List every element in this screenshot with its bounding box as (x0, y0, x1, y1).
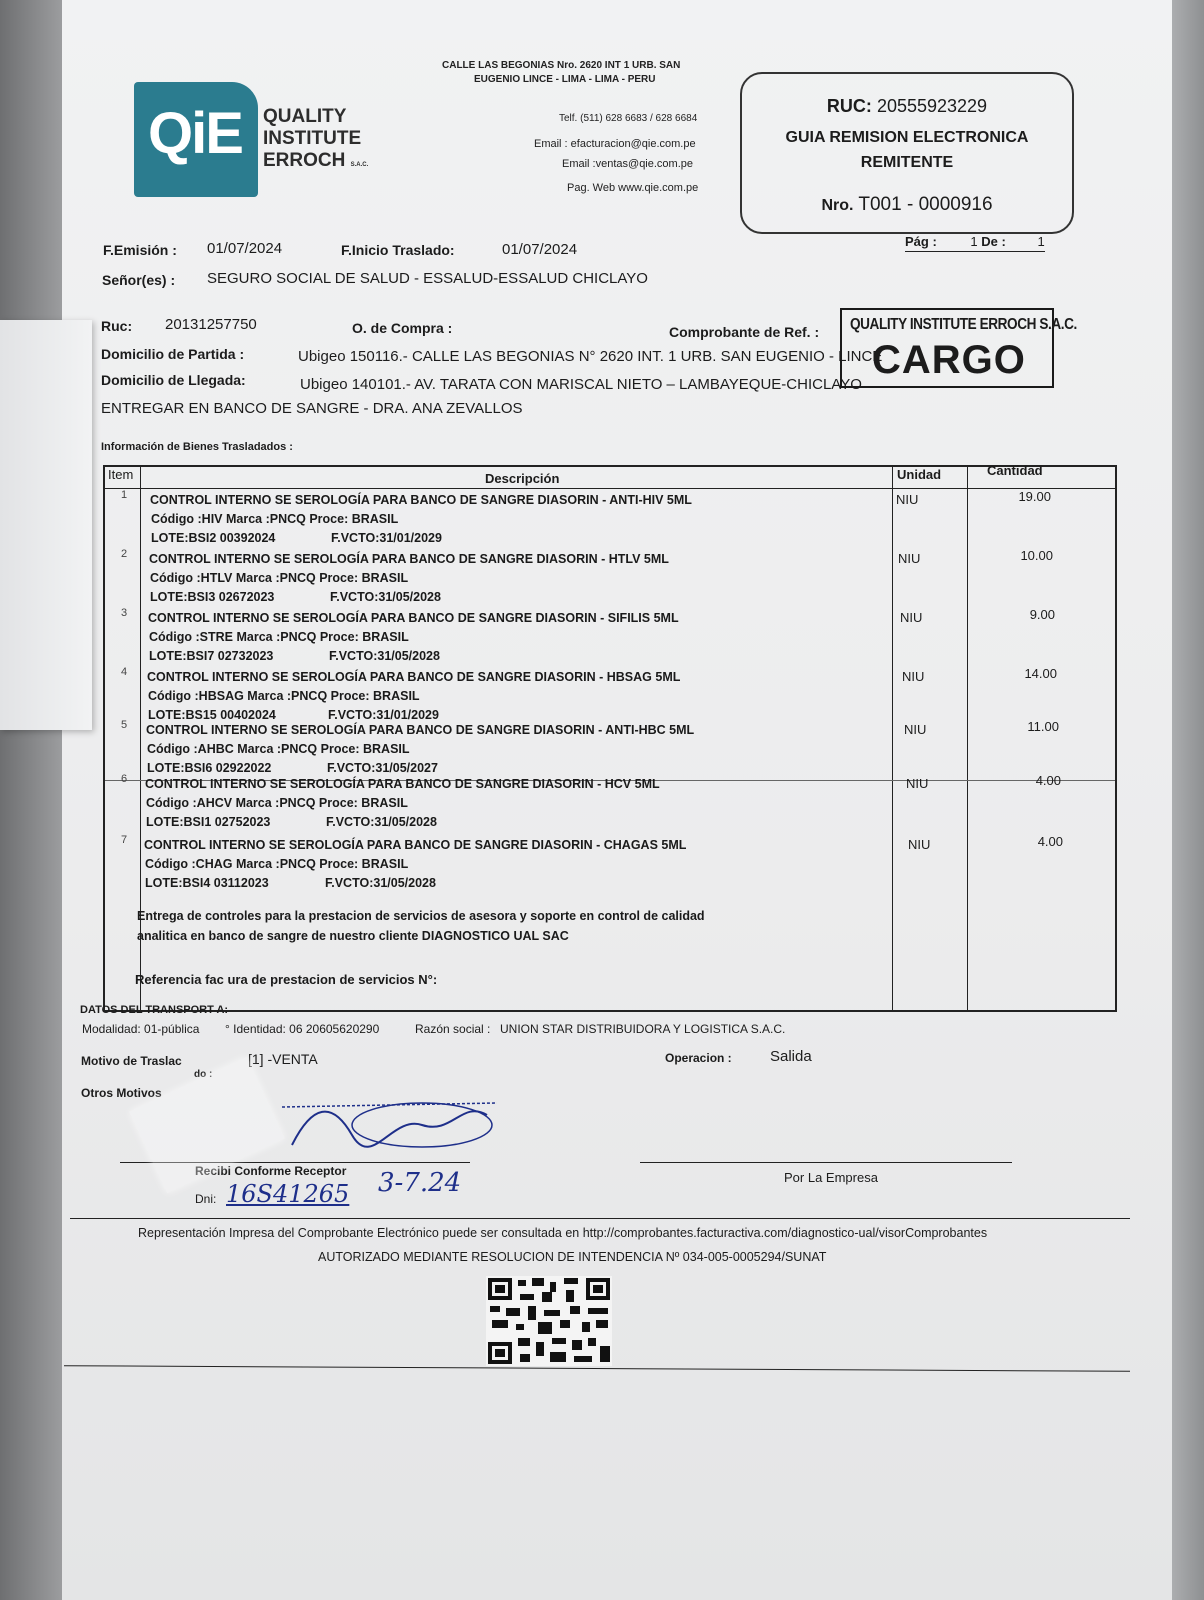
logo-suffix: S.A.C. (350, 162, 369, 168)
partida-value: Ubigeo 150116.- CALLE LAS BEGONIAS N° 2620 INT. 1 URB. SAN EUGENIO - LINCE (298, 348, 883, 365)
doc-type-line1: GUIA REMISION ELECTRONICA (785, 129, 1029, 146)
motivo-value: [1] -VENTA (248, 1051, 318, 1067)
note-line1: Entrega de controles para la prestacion de servicios de asesora y soporte en control de calidad (137, 909, 705, 923)
logo-words (263, 106, 368, 176)
emision-value: 01/07/2024 (207, 240, 283, 257)
item-vcto: F.VCTO:31/05/2027 (327, 761, 438, 775)
logo-mark: QiE (148, 101, 242, 166)
goods-table (103, 465, 1117, 1012)
item-vcto: F.VCTO:31/01/2029 (328, 708, 439, 722)
th-unidad: Unidad (897, 467, 942, 482)
page-of-label: De : (981, 234, 1006, 249)
qr-code-icon (486, 1276, 612, 1366)
item-unit: NIU (896, 492, 919, 507)
ruc-box-value: 20555923229 (876, 96, 988, 116)
page-label: Pág : (905, 234, 937, 249)
item-number: 4 (121, 666, 128, 678)
company-logo (134, 82, 258, 197)
note-line2: analitica en banco de sangre de nuestro cliente DIAGNOSTICO UAL SAC (137, 929, 569, 943)
company-email2: Email :ventas@qie.com.pe (562, 158, 694, 170)
item-description: CONTROL INTERNO SE SEROLOGÍA PARA BANCO DE SANGRE DIASORIN - HTLV 5ML (149, 552, 669, 566)
company-address-line2: EUGENIO LINCE - LIMA - LIMA - PERU (474, 74, 656, 85)
cargo-stamp (840, 308, 1077, 388)
operacion-value: Salida (770, 1048, 812, 1065)
item-unit: NIU (904, 722, 927, 737)
page-indicator (905, 234, 1045, 252)
stamp-company: QUALITY INSTITUTE ERROCH S.A.C. (850, 316, 1077, 333)
item-vcto: F.VCTO:31/05/2028 (326, 815, 437, 829)
logo-line2: INSTITUTE (263, 128, 362, 149)
item-number: 6 (121, 773, 128, 785)
item-number: 7 (121, 834, 128, 846)
th-cantidad: Cantidad (987, 463, 1043, 478)
transport-title: DATOS DEL TRANSPORT A: (80, 1004, 229, 1016)
page-total: 1 (1037, 234, 1045, 249)
item-number: 5 (121, 719, 128, 731)
item-unit: NIU (902, 669, 925, 684)
item-lote: LOTE:BSI1 02752023 (146, 815, 271, 829)
item-quantity: 19.00 (1018, 489, 1051, 504)
item-unit: NIU (900, 610, 923, 625)
item-description: CONTROL INTERNO SE SEROLOGÍA PARA BANCO DE SANGRE DIASORIN - CHAGAS 5ML (144, 838, 687, 852)
date-handwritten: 3-7.24 (378, 1168, 462, 1198)
ruc-label: Ruc: (101, 318, 133, 334)
nro-value: T001 - 0000916 (858, 194, 993, 215)
item-quantity: 9.00 (1029, 607, 1055, 622)
item-vcto: F.VCTO:31/01/2029 (331, 531, 442, 545)
entregar-instruction: ENTREGAR EN BANCO DE SANGRE - DRA. ANA ZEVALLOS (101, 400, 523, 417)
otros-label: Otros Motivos (81, 1086, 162, 1100)
item-vcto: F.VCTO:31/05/2028 (330, 590, 441, 604)
logo-line3-wrap (263, 150, 368, 176)
document-page (62, 0, 1172, 1600)
item-lote: LOTE:BS15 00402024 (148, 708, 276, 722)
item-description: CONTROL INTERNO SE SEROLOGÍA PARA BANCO DE SANGRE DIASORIN - HCV 5ML (145, 777, 660, 791)
item-quantity: 10.00 (1020, 548, 1053, 563)
company-web: Pag. Web www.qie.com.pe (567, 182, 699, 194)
nro-label: Nro. (821, 197, 854, 214)
th-descripcion: Descripción (485, 471, 560, 486)
item-description: CONTROL INTERNO SE SEROLOGÍA PARA BANCO DE SANGRE DIASORIN - SIFILIS 5ML (148, 611, 679, 625)
emision-label: F.Emisión : (103, 242, 177, 258)
referencia-line: Referencia fac ura de prestacion de servicios N°: (135, 972, 438, 987)
item-quantity: 4.00 (1037, 834, 1063, 849)
transport-modalidad: Modalidad: 01-pública (82, 1022, 200, 1036)
company-email1: Email : efacturacion@qie.com.pe (534, 138, 696, 150)
section-title: Información de Bienes Trasladados : (101, 441, 293, 453)
item-lote: LOTE:BSI2 00392024 (151, 531, 276, 545)
comprobante-label: Comprobante de Ref. : (669, 324, 820, 340)
receptor-label: Recibi Conforme Receptor (195, 1164, 347, 1178)
th-item: Item (108, 467, 134, 482)
item-code-line: Código :HIV Marca :PNCQ Proce: BRASIL (151, 512, 399, 526)
item-unit: NIU (898, 551, 921, 566)
ruc-box (740, 72, 1074, 234)
inicio-label: F.Inicio Traslado: (341, 242, 455, 258)
item-code-line: Código :AHCV Marca :PNCQ Proce: BRASIL (146, 796, 408, 810)
senores-label: Señor(es) : (102, 272, 176, 288)
ruc-box-label: RUC: (826, 96, 872, 116)
receptor-signature-stamp (272, 1095, 502, 1165)
nro-line (742, 194, 1072, 216)
doc-type-line2: REMITENTE (860, 154, 954, 171)
item-code-line: Código :AHBC Marca :PNCQ Proce: BRASIL (147, 742, 410, 756)
item-number: 3 (121, 607, 128, 619)
ruc-value: 20131257750 (165, 316, 257, 333)
item-code-line: Código :STRE Marca :PNCQ Proce: BRASIL (149, 630, 409, 644)
item-vcto: F.VCTO:31/05/2028 (329, 649, 440, 663)
item-unit: NIU (906, 776, 929, 791)
item-code-line: Código :CHAG Marca :PNCQ Proce: BRASIL (145, 857, 409, 871)
page-current: 1 (970, 234, 978, 249)
senores-value: SEGURO SOCIAL DE SALUD - ESSALUD-ESSALUD CHICLAYO (207, 270, 648, 287)
item-number: 1 (121, 489, 128, 501)
dni-handwritten: 16S41265 (226, 1180, 350, 1208)
transport-razon-label: Razón social : (415, 1022, 491, 1036)
item-description: CONTROL INTERNO SE SEROLOGÍA PARA BANCO DE SANGRE DIASORIN - ANTI-HIV 5ML (150, 493, 692, 507)
llegada-label: Domicilio de Llegada: (101, 372, 246, 388)
item-lote: LOTE:BSI7 02732023 (149, 649, 274, 663)
logo-line1: QUALITY (263, 106, 347, 127)
item-description: CONTROL INTERNO SE SEROLOGÍA PARA BANCO DE SANGRE DIASORIN - HBSAG 5ML (147, 670, 681, 684)
empresa-label: Por La Empresa (784, 1170, 878, 1185)
ruc-line (742, 96, 1072, 117)
motivo-label: Motivo de Traslac (81, 1054, 182, 1068)
item-quantity: 14.00 (1024, 666, 1057, 681)
item-quantity: 11.00 (1027, 719, 1059, 734)
company-phone: Telf. (511) 628 6683 / 628 6684 (559, 113, 698, 124)
transport-identidad: ° Identidad: 06 20605620290 (225, 1022, 380, 1036)
stamp-word: CARGO (872, 338, 1026, 382)
footer-line1: Representación Impresa del Comprobante Electrónico puede ser consultada en http://comprobantes.facturactiva.com/diagnostico-ual/visorComprobantes (138, 1226, 988, 1240)
llegada-value: Ubigeo 140101.- AV. TARATA CON MARISCAL NIETO – LAMBAYEQUE-CHICLAYO (300, 376, 862, 393)
item-lote: LOTE:BSI4 03112023 (145, 876, 269, 890)
otros-fragment: do : (194, 1069, 213, 1080)
compra-label: O. de Compra : (352, 320, 453, 336)
operacion-label: Operacion : (665, 1051, 732, 1065)
partida-label: Domicilio de Partida : (101, 346, 245, 362)
footer-line2: AUTORIZADO MEDIANTE RESOLUCION DE INTENDENCIA Nº 034-005-0005294/SUNAT (318, 1250, 827, 1264)
transport-razon-value: UNION STAR DISTRIBUIDORA Y LOGISTICA S.A.C. (500, 1022, 786, 1036)
item-code-line: Código :HTLV Marca :PNCQ Proce: BRASIL (150, 571, 409, 585)
item-unit: NIU (908, 837, 931, 852)
inicio-value: 01/07/2024 (502, 241, 578, 258)
item-lote: LOTE:BSI3 02672023 (150, 590, 275, 604)
folded-paper-edge (0, 320, 92, 730)
item-description: CONTROL INTERNO SE SEROLOGÍA PARA BANCO DE SANGRE DIASORIN - ANTI-HBC 5ML (146, 723, 695, 737)
logo-line3: ERROCH (263, 150, 346, 171)
item-number: 2 (121, 548, 128, 560)
company-address-line1: CALLE LAS BEGONIAS Nro. 2620 INT 1 URB. SAN (442, 60, 681, 71)
item-code-line: Código :HBSAG Marca :PNCQ Proce: BRASIL (148, 689, 420, 703)
item-lote: LOTE:BSI6 02922022 (147, 761, 272, 775)
dni-label: Dni: (195, 1192, 217, 1206)
item-quantity: 4.00 (1035, 773, 1061, 788)
item-vcto: F.VCTO:31/05/2028 (325, 876, 436, 890)
